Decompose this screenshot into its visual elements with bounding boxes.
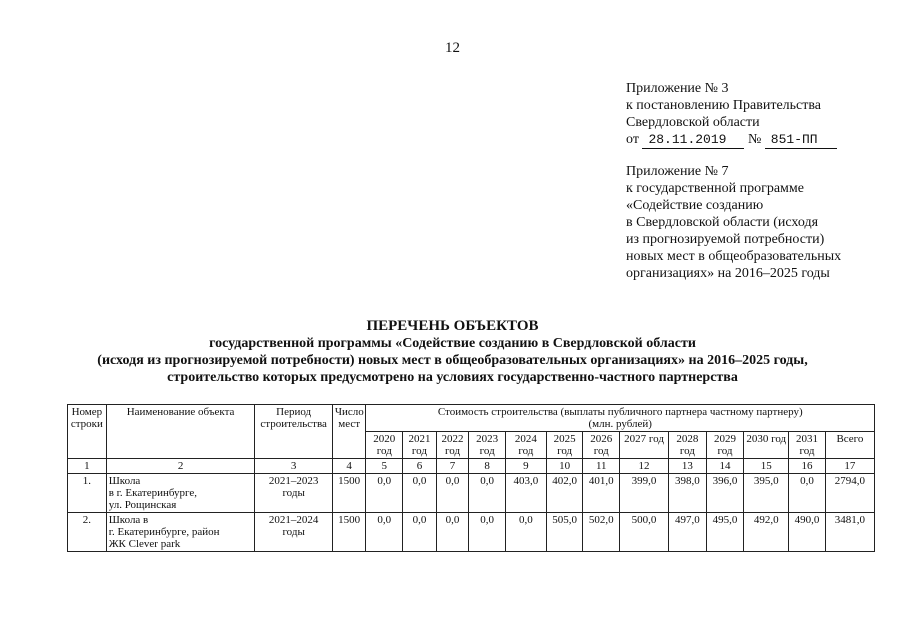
header-year: 2023 год (469, 432, 506, 459)
seat-count: 1500 (332, 513, 366, 552)
header-year: 2024 год (506, 432, 547, 459)
column-number: 12 (620, 459, 669, 474)
year-value: 505,0 (546, 513, 583, 552)
decree-number: 851-ПП (765, 131, 837, 149)
header-year: 2022 год (436, 432, 469, 459)
year-value: 0,0 (469, 513, 506, 552)
year-value: 0,0 (469, 474, 506, 513)
column-number: 4 (332, 459, 366, 474)
appendix-3-block (626, 80, 837, 149)
appendix-line: в Свердловской области (исходя (626, 215, 819, 230)
objects-table (67, 404, 875, 552)
period-line: 2021–2023 (268, 475, 319, 487)
year-value: 403,0 (506, 474, 547, 513)
column-number: 6 (403, 459, 437, 474)
object-name-line: ул. Рощинская (108, 499, 177, 511)
appendix-line: «Содействие созданию (626, 198, 764, 213)
header-year: 2028 год (669, 432, 707, 459)
year-value: 0,0 (403, 474, 437, 513)
column-number: 3 (255, 459, 332, 474)
year-value: 395,0 (744, 474, 789, 513)
header-cost-line: Стоимость строительства (выплаты публичного партнера частному партнеру) (437, 406, 803, 418)
column-number-row (68, 459, 875, 474)
period-line: 2021–2024 (268, 514, 319, 526)
year-value: 402,0 (546, 474, 583, 513)
year-value: 0,0 (506, 513, 547, 552)
row-number: 1. (68, 474, 107, 513)
year-value: 492,0 (744, 513, 789, 552)
appendix-line: Свердловской области (626, 115, 760, 130)
object-name-line: г. Екатеринбурге, район (108, 526, 220, 538)
construction-period (255, 513, 332, 552)
total-value: 3481,0 (825, 513, 874, 552)
header-year: 2026 год (583, 432, 620, 459)
year-value: 401,0 (583, 474, 620, 513)
appendix-line: Приложение № 3 (626, 81, 729, 96)
appendix-line: из прогнозируемой потребности) (626, 232, 825, 247)
appendix-line: к государственной программе (626, 181, 804, 196)
year-value: 398,0 (669, 474, 707, 513)
year-value: 495,0 (706, 513, 744, 552)
column-number: 7 (436, 459, 469, 474)
column-number: 5 (366, 459, 403, 474)
header-year: 2025 год (546, 432, 583, 459)
column-number: 11 (583, 459, 620, 474)
row-number: 2. (68, 513, 107, 552)
column-number: 9 (506, 459, 547, 474)
year-value: 0,0 (366, 513, 403, 552)
header-object-name: Наименование объекта (106, 405, 255, 459)
table-row (68, 513, 875, 552)
decree-date: 28.11.2019 (642, 131, 744, 149)
year-value: 0,0 (436, 474, 469, 513)
seat-count: 1500 (332, 474, 366, 513)
page-number: 12 (445, 40, 460, 56)
header-year: 2031 год (789, 432, 826, 459)
column-number: 14 (706, 459, 744, 474)
year-value: 497,0 (669, 513, 707, 552)
column-number: 15 (744, 459, 789, 474)
header-year: 2030 год (744, 432, 789, 459)
object-name-line: в г. Екатеринбурге, (108, 487, 198, 499)
year-value: 0,0 (366, 474, 403, 513)
header-cost (366, 405, 875, 432)
object-name-line: ЖК Clever park (108, 538, 181, 550)
header-period: Период строительства (255, 405, 332, 459)
period-line: годы (282, 526, 305, 538)
header-cost-unit: (млн. рублей) (588, 418, 652, 430)
title-line: строительство которых предусмотрено на условиях государственно-частного партнерства (167, 370, 738, 385)
column-number: 10 (546, 459, 583, 474)
header-row-number: Номер строки (68, 405, 107, 459)
header-year: 2021 год (403, 432, 437, 459)
object-name (106, 474, 255, 513)
column-number: 13 (669, 459, 707, 474)
header-total: Всего (825, 432, 874, 459)
appendix-line: организациях» на 2016–2025 годы (626, 266, 830, 281)
object-name (106, 513, 255, 552)
column-number: 16 (789, 459, 826, 474)
appendix-line: новых мест в общеобразовательных (626, 249, 842, 264)
period-line: годы (282, 487, 305, 499)
total-value: 2794,0 (825, 474, 874, 513)
title-line: государственной программы «Содействие созданию в Свердловской области (209, 336, 696, 351)
year-value: 0,0 (789, 474, 826, 513)
date-prefix: от (626, 132, 639, 147)
header-year: 2020 год (366, 432, 403, 459)
table-row (68, 474, 875, 513)
column-number: 8 (469, 459, 506, 474)
column-number: 2 (106, 459, 255, 474)
year-value: 396,0 (706, 474, 744, 513)
title-line: (исходя из прогнозируемой потребности) новых мест в общеобразовательных организациях» на 2016–2025 годы, (97, 353, 808, 368)
appendix-line: к постановлению Правительства (626, 98, 822, 113)
title-main: ПЕРЕЧЕНЬ ОБЪЕКТОВ (366, 318, 539, 334)
year-value: 490,0 (789, 513, 826, 552)
column-number: 17 (825, 459, 874, 474)
document-title (0, 318, 905, 386)
header-year: 2027 год (620, 432, 669, 459)
year-value: 0,0 (403, 513, 437, 552)
appendix-line: Приложение № 7 (626, 164, 729, 179)
number-sign: № (747, 132, 762, 147)
header-seats: Число мест (332, 405, 366, 459)
year-value: 500,0 (620, 513, 669, 552)
object-name-line: Школа в (108, 514, 149, 526)
appendix-7-block (626, 163, 841, 282)
year-value: 0,0 (436, 513, 469, 552)
appendix-date-line (626, 131, 837, 149)
object-name-line: Школа (108, 475, 141, 487)
year-value: 399,0 (620, 474, 669, 513)
year-value: 502,0 (583, 513, 620, 552)
header-year: 2029 год (706, 432, 744, 459)
column-number: 1 (68, 459, 107, 474)
construction-period (255, 474, 332, 513)
